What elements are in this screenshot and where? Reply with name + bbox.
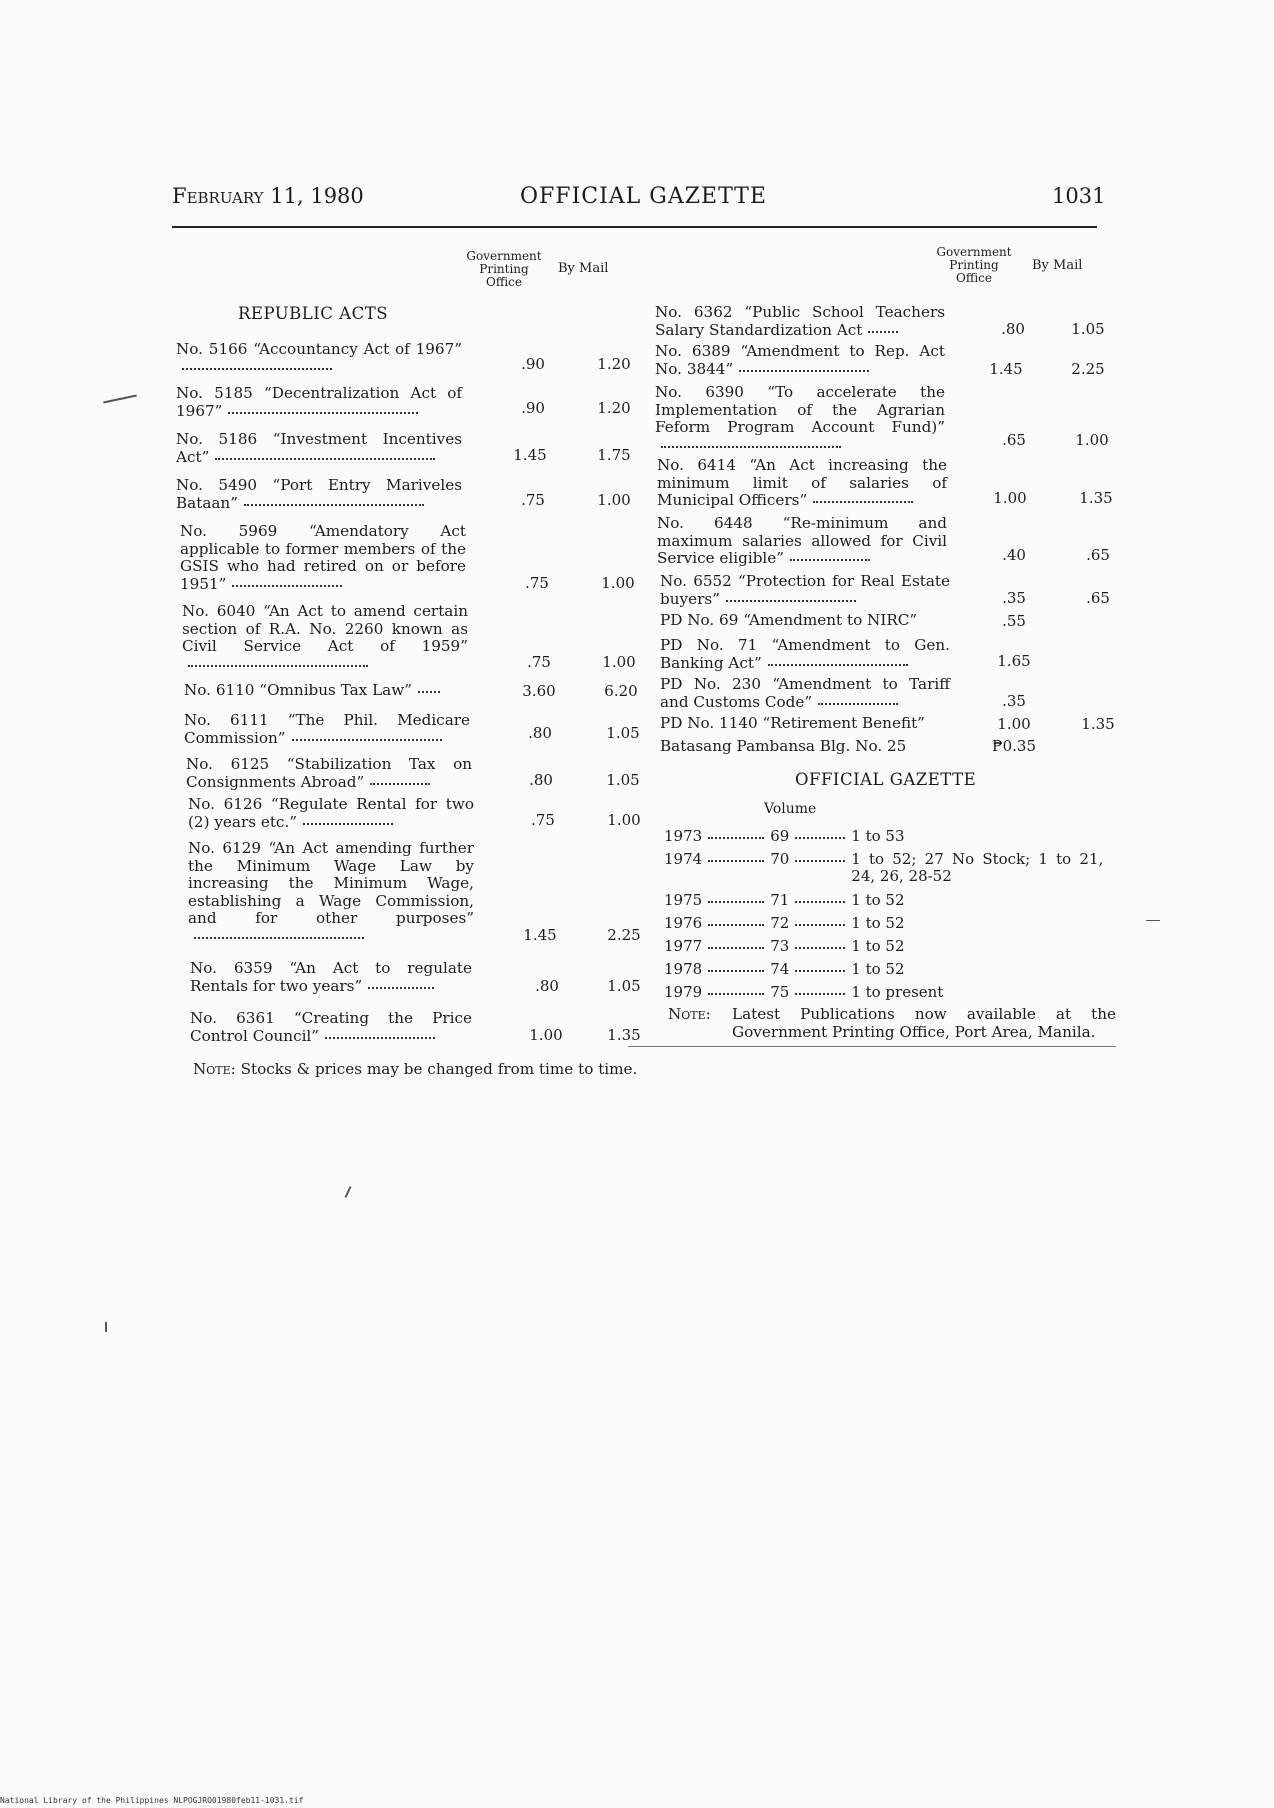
left-entry (176, 341, 462, 376)
right-entry (660, 573, 950, 608)
gazette-volume-number: 74 (770, 960, 790, 978)
right-by-mail-price: 2.25 (1071, 360, 1105, 378)
left-entry (190, 960, 472, 995)
right-entry (657, 457, 947, 510)
right-entry (660, 715, 950, 733)
dot-leader (708, 835, 764, 839)
right-entry (660, 612, 950, 630)
left-entry (188, 840, 474, 945)
left-printing-office-price: .80 (528, 724, 552, 742)
left-by-mail-price: 1.00 (602, 653, 636, 671)
gazette-note (668, 1006, 1116, 1041)
gazette-volume-number: 70 (770, 850, 790, 868)
scan-mark (345, 1186, 352, 1198)
stock-note-label: Note: (193, 1060, 236, 1078)
dot-leader (182, 366, 332, 370)
right-entry-title: No. 6389 “Amendment to Rep. Act No. 3844” (655, 342, 945, 378)
right-entry-title: PD No. 230 “Amendment to Tariff and Customs Code” (660, 675, 950, 711)
gazette-year: 1976 (664, 914, 703, 932)
issue-date: February 11, 1980 (172, 184, 364, 208)
left-printing-office-price: .90 (521, 355, 545, 373)
gazette-volume-row (664, 892, 1116, 909)
right-by-mail-price: 1.05 (1071, 320, 1105, 338)
gazette-issues: 1 to 52; 27 No Stock; 1 to 21, 24, 26, 28-52 (851, 850, 1104, 885)
dot-leader (708, 968, 764, 972)
gazette-volume-number: 72 (770, 914, 790, 932)
right-by-mail-price: 1.35 (1081, 715, 1115, 733)
gazette-volume-number: 75 (770, 983, 790, 1001)
right-printing-office-price: 1.00 (993, 489, 1027, 507)
right-entry (655, 343, 945, 378)
left-printing-office-price: 1.00 (529, 1026, 563, 1044)
gazette-volume-row (664, 851, 1116, 885)
left-entry (176, 431, 462, 466)
scan-mark (103, 394, 137, 403)
dot-leader (868, 329, 898, 333)
right-entry (657, 515, 947, 568)
volume-label: Volume (764, 801, 817, 817)
right-by-mail-price: 1.35 (1079, 489, 1113, 507)
left-entry-title: No. 5490 “Port Entry Mariveles Bataan” (176, 476, 462, 512)
gazette-issues: 1 to present (851, 983, 944, 1001)
dot-leader (739, 368, 869, 372)
right-printing-office-price: .65 (1002, 431, 1026, 449)
scan-mark (105, 1322, 107, 1332)
right-printing-office-price: ₱0.35 (992, 737, 1036, 755)
right-entry-title: No. 6390 “To accelerate the Implementation of the Agrarian Feform Program Account Fund)” (655, 383, 945, 436)
left-printing-office-price: .75 (531, 811, 555, 829)
stock-note-text: Stocks & prices may be changed from time to time. (240, 1060, 638, 1078)
right-printing-office-heading: Government Printing Office (936, 245, 1012, 285)
left-entry-title: No. 6040 “An Act to amend certain section of R.A. No. 2260 known as Civil Service Act of 1959” (182, 602, 468, 655)
stock-note (193, 1061, 637, 1079)
left-by-mail-price: 1.05 (607, 977, 641, 995)
gazette-volume-number: 73 (770, 937, 790, 955)
right-printing-office-price: .80 (1001, 320, 1025, 338)
column-bottom-rule (628, 1046, 1116, 1047)
left-entry (180, 523, 466, 593)
right-entry-title: Batasang Pambansa Blg. No. 25 (660, 737, 907, 755)
left-by-mail-heading: By Mail (558, 261, 609, 276)
left-printing-office-price: 1.45 (513, 446, 547, 464)
gazette-volume-row (664, 984, 1116, 1001)
right-entry-title: No. 6552 “Protection for Real Estate buyers” (660, 572, 950, 608)
gazette-volume-row (664, 915, 1116, 932)
left-by-mail-price: 1.05 (606, 771, 640, 789)
gazette-note-text: Latest Publications now available at the Government Printing Office, Port Area, Manila. (732, 1005, 1116, 1041)
header-rule (172, 226, 1097, 228)
left-entry-title: No. 6359 “An Act to regulate Rentals for two years” (190, 959, 472, 995)
right-by-mail-price: .65 (1086, 546, 1110, 564)
left-by-mail-price: 1.35 (607, 1026, 641, 1044)
dot-leader (292, 737, 442, 741)
dot-leader (244, 502, 424, 506)
dot-leader (215, 456, 435, 460)
right-entry-title: No. 6414 “An Act increasing the minimum limit of salaries of Municipal Officers” (657, 456, 947, 509)
gazette-note-label: Note: (668, 1005, 711, 1023)
gazette-year: 1978 (664, 960, 703, 978)
left-entry (182, 603, 468, 673)
right-printing-office-price: .35 (1002, 692, 1026, 710)
right-entry (660, 676, 950, 711)
left-printing-office-heading: Government Printing Office (466, 249, 542, 289)
dot-leader (795, 858, 845, 862)
right-printing-office-price: .40 (1002, 546, 1026, 564)
right-printing-office-price: .35 (1002, 589, 1026, 607)
left-entry-title: No. 5186 “Investment Incentives Act” (176, 430, 462, 466)
left-entry-title: No. 6125 “Stabilization Tax on Consignments Abroad” (186, 755, 472, 791)
dot-leader (795, 991, 845, 995)
gazette-volume-row (664, 828, 1116, 845)
dot-leader (194, 935, 364, 939)
right-printing-office-price: .55 (1002, 612, 1026, 630)
left-by-mail-price: 1.20 (597, 355, 631, 373)
left-entry (184, 682, 470, 700)
gazette-volume-row (664, 938, 1116, 955)
dot-leader (708, 991, 764, 995)
gazette-year: 1977 (664, 937, 703, 955)
left-entry-title: No. 6126 “Regulate Rental for two (2) years etc.” (188, 795, 474, 831)
gazette-year: 1974 (664, 850, 703, 868)
right-entry (660, 637, 950, 672)
scan-mark (1146, 920, 1160, 921)
left-entry (176, 385, 462, 420)
right-printing-office-price: 1.00 (997, 715, 1031, 733)
dot-leader (818, 701, 898, 705)
dot-leader (726, 598, 856, 602)
dot-leader (188, 663, 368, 667)
gazette-issues: 1 to 52 (851, 960, 905, 978)
left-by-mail-price: 1.05 (606, 724, 640, 742)
gazette-volume-number: 71 (770, 891, 790, 909)
left-entry (184, 712, 470, 747)
left-by-mail-price: 1.00 (597, 491, 631, 509)
left-entry (188, 796, 474, 831)
dot-leader (303, 821, 393, 825)
gazette-issues: 1 to 52 (851, 937, 905, 955)
dot-leader (661, 444, 841, 448)
gazette-issues: 1 to 52 (851, 914, 905, 932)
dot-leader (708, 899, 764, 903)
dot-leader (418, 689, 440, 693)
left-by-mail-price: 1.00 (607, 811, 641, 829)
gazette-volume-row (664, 961, 1116, 978)
left-entry-title: No. 6111 “The Phil. Medicare Commission” (184, 711, 470, 747)
right-entry-title: PD No. 1140 “Retirement Benefit” (660, 714, 925, 732)
left-entry-title: No. 6361 “Creating the Price Control Council” (190, 1009, 472, 1045)
left-by-mail-price: 1.00 (601, 574, 635, 592)
left-entry (176, 477, 462, 512)
left-printing-office-price: 1.45 (523, 926, 557, 944)
right-entry (655, 384, 945, 454)
right-by-mail-price: 1.00 (1075, 431, 1109, 449)
right-entry (660, 738, 950, 756)
gazette-year: 1979 (664, 983, 703, 1001)
right-entry-title: No. 6362 “Public School Teachers Salary Standardization Act (655, 303, 945, 339)
left-by-mail-price: 6.20 (604, 682, 638, 700)
dot-leader (232, 583, 342, 587)
dot-leader (790, 557, 870, 561)
left-entry-title: No. 6110 “Omnibus Tax Law” (184, 681, 412, 699)
left-entry-title: No. 5166 “Accountancy Act of 1967” (176, 340, 462, 358)
left-printing-office-price: .75 (525, 574, 549, 592)
left-printing-office-price: .75 (521, 491, 545, 509)
gazette-year: 1975 (664, 891, 703, 909)
dot-leader (795, 835, 845, 839)
dot-leader (325, 1035, 435, 1039)
gazette-year: 1973 (664, 827, 703, 845)
scan-footer: National Library of the Philippines NLPOGJRO01980feb11-1031.tif (0, 1796, 304, 1805)
dot-leader (708, 922, 764, 926)
dot-leader (795, 968, 845, 972)
left-printing-office-price: .90 (521, 399, 545, 417)
dot-leader (795, 945, 845, 949)
right-entry-title: PD No. 69 “Amendment to NIRC” (660, 611, 918, 629)
dot-leader (368, 985, 434, 989)
dot-leader (708, 858, 764, 862)
dot-leader (228, 410, 418, 414)
dot-leader (370, 781, 430, 785)
left-by-mail-price: 1.75 (597, 446, 631, 464)
left-printing-office-price: 3.60 (522, 682, 556, 700)
dot-leader (813, 499, 913, 503)
gazette-heading: OFFICIAL GAZETTE (795, 770, 977, 789)
left-entry-title: No. 5969 “Amendatory Act applicable to former members of the GSIS who had retired on or before 1951” (180, 522, 466, 593)
left-entry (190, 1010, 472, 1045)
page-number: 1031 (1052, 184, 1106, 208)
gazette-volume-number: 69 (770, 827, 790, 845)
dot-leader (708, 945, 764, 949)
dot-leader (768, 662, 908, 666)
dot-leader (795, 899, 845, 903)
right-entry (655, 304, 945, 339)
gazette-issues: 1 to 53 (851, 827, 905, 845)
left-printing-office-price: .80 (535, 977, 559, 995)
left-entry-title: No. 5185 “Decentralization Act of 1967” (176, 384, 462, 420)
right-entry-title: No. 6448 “Re-minimum and maximum salaries allowed for Civil Service eligible” (657, 514, 947, 567)
dot-leader (795, 922, 845, 926)
republic-acts-heading: REPUBLIC ACTS (238, 304, 389, 323)
right-printing-office-price: 1.65 (997, 652, 1031, 670)
right-printing-office-price: 1.45 (989, 360, 1023, 378)
right-by-mail-heading: By Mail (1032, 258, 1083, 273)
left-entry (186, 756, 472, 791)
right-by-mail-price: .65 (1086, 589, 1110, 607)
publication-title: OFFICIAL GAZETTE (520, 184, 767, 209)
right-entry-title: PD No. 71 “Amendment to Gen. Banking Act” (660, 636, 950, 672)
left-by-mail-price: 2.25 (607, 926, 641, 944)
left-printing-office-price: .75 (527, 653, 551, 671)
left-printing-office-price: .80 (529, 771, 553, 789)
left-entry-title: No. 6129 “An Act amending further the Minimum Wage Law by increasing the Minimum Wage, establishing a Wage Commission, and for other purposes” (188, 839, 474, 927)
left-by-mail-price: 1.20 (597, 399, 631, 417)
gazette-issues: 1 to 52 (851, 891, 905, 909)
